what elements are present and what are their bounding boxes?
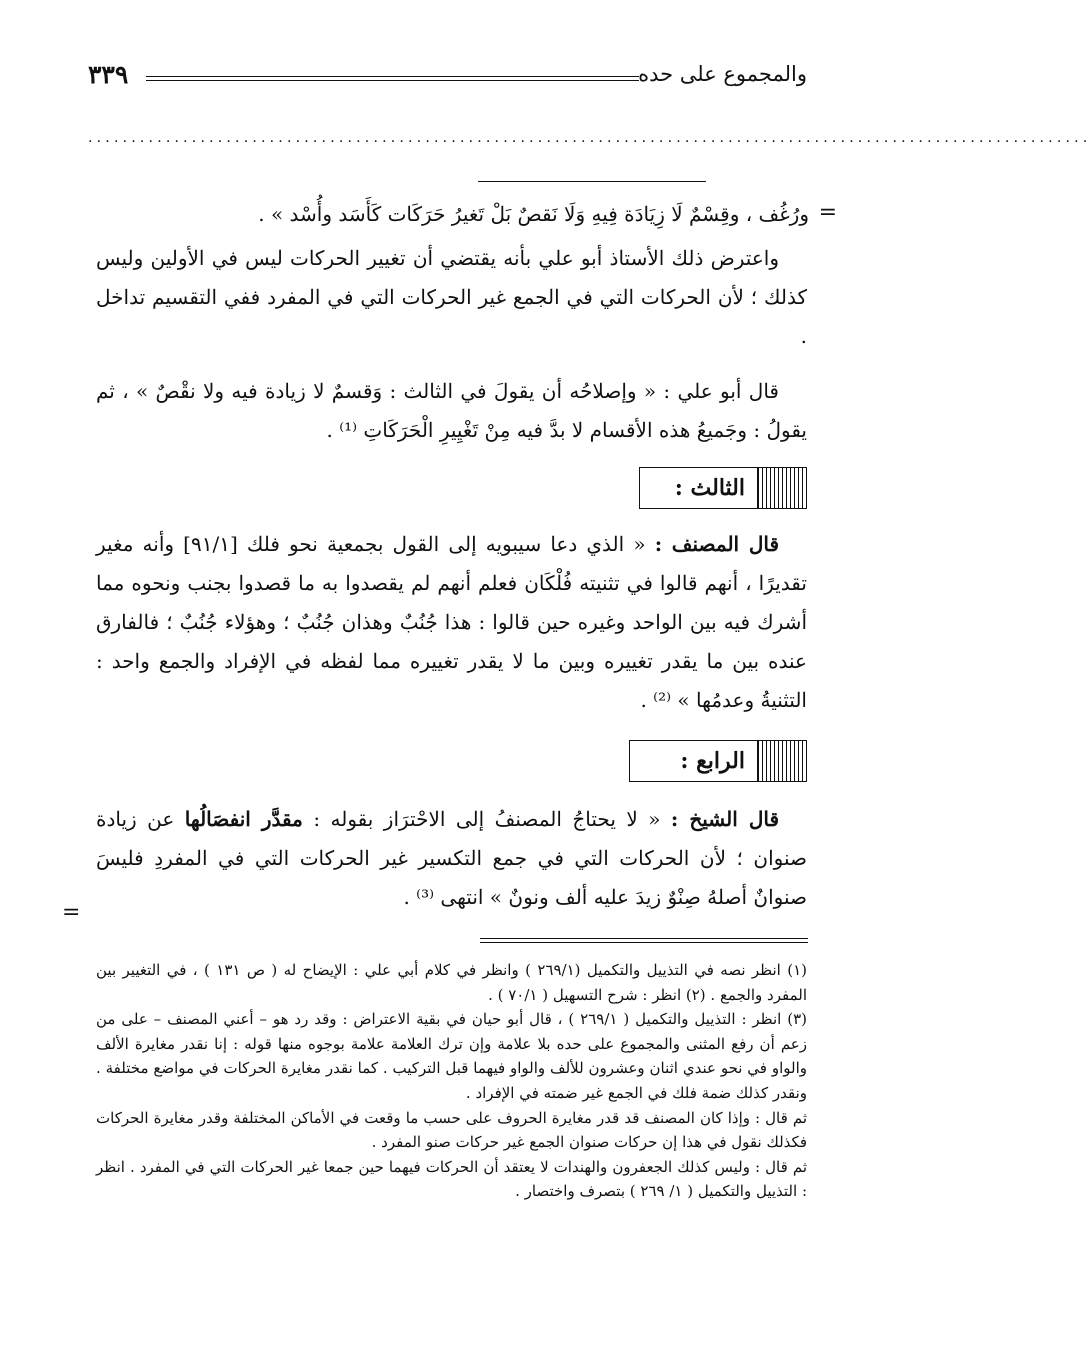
speaker-label: قال الشيخ : <box>670 807 780 831</box>
running-header <box>88 58 807 94</box>
paragraph-objection <box>96 239 807 356</box>
footnotes <box>96 958 807 1204</box>
footnote-3-cont: ثم قال : وليس كذلك الجعفرون والهندات لا يعتقد أن الحركات فيهما حين جمعا غير الحركات التي في المفرد . انظر : التذييل والتكميل ( ١/ ٢٦٩ ) بتصرف واختصار . <box>96 1157 807 1201</box>
quote-text-cont: عن زيادة صنوان ؛ لأن الحركات التي في جمع التكسير غير الحركات التي في المفردِ فليسَ صنوانٌ أصلهُ صِنْوٌ زيدَ عليه ألف ونونٌ » انتهى ⁽³⁾ . <box>96 807 807 909</box>
footnote-1-2: (١) انظر نصه في التذييل والتكميل (٢٦٩/١ ) وانظر في كلام أبي علي : الإيضاح له ( ص ١٣١ ) ، في التغيير بين المفرد والجمع . (٢) انظر : شرح التسهيل ( ٧٠/١ ) . <box>96 961 808 1004</box>
section-third-body <box>96 525 807 720</box>
dotted-separator: .................................................................................................................... <box>88 130 1091 146</box>
footnote-3-cont: ثم قال : وإذا كان المصنف قد قدر مغايرة الحروف على حسب ما وقعت في الأماكن المختلفة وقدر مغايرة الحركات فكذلك نقول في هذا إن حركات صنوان الجمع غير حركات صنو المفرد . <box>96 1108 807 1152</box>
emphasized-phrase: مقدَّر انفصَالُها <box>184 807 303 831</box>
quote-text: « الذي دعا سيبويه إلى القول بجمعية نحو فلك [٩١/١] وأنه مغير تقديرًا ، أنهم قالوا في تثنيته فُلْكَان فعلم أنهم لم يقصدوا به ما قصدوا بجنب ونحوه مما أشرك فيه بين الواحد وغيره حين قالوا : هذا جُنُبٌ وهذان جُنُبٌ ؛ وهؤلاء جُنُبٌ ؛ فالفارق عنده بين ما يقدر تغييره وبين ما لا يقدر تغييره مما لفظه في الإفراد والجمع واحد : التثنيةُ وعدمُها » ⁽²⁾ . <box>96 532 807 712</box>
paragraph-text <box>96 525 807 720</box>
section-fourth-body <box>96 800 807 917</box>
section-heading-third <box>639 467 807 509</box>
paragraph-text: واعترض ذلك الأستاذ أبو علي بأنه يقتضي أن تغيير الحركات ليس في الأولين وليس كذلك ؛ لأن الحركات التي في الجمع غير الحركات التي في المفرد ففي التقسيم تداخل . <box>96 246 807 348</box>
continuation-line: ورُغُف ، وقِسْمٌ لَا زِيَادَة فِيهِ وَلَا نَقصٌ بَلْ تَغيرُ حَرَكَات كَأَسَد وأُسْد » . <box>258 202 809 226</box>
page-number: ٣٣٩ <box>88 60 129 89</box>
header-rule <box>146 76 639 81</box>
quote-text: « لا يحتاجُ المصنفُ إلى الاحْترَاز بقوله : <box>302 807 671 831</box>
continuation-marker: = <box>818 200 837 225</box>
heading-hatch-ornament <box>757 468 806 508</box>
heading-hatch-ornament <box>757 741 806 781</box>
continuation-text <box>96 195 809 234</box>
running-title: والمجموع على حده <box>638 62 807 86</box>
paragraph-text: قال أبو علي : « وإصلاحُه أن يقولَ في الثالث : وَقسمٌ لا زيادة فيه ولا نقْصٌ » ، ثم يقولُ : وجَميعُ هذه الأقسام لا بدَّ فيه مِنْ تَغْيِيرِ الْحَرَكَاتِ ⁽¹⁾ . <box>96 379 807 442</box>
footnote-rule <box>480 938 808 943</box>
section-heading-fourth <box>629 740 807 782</box>
speaker-label: قال المصنف : <box>654 532 780 556</box>
continuation-marker-end: = <box>62 900 81 925</box>
paragraph-text <box>96 800 807 917</box>
paragraph-abu-ali <box>96 372 807 450</box>
footnote-3: (٣) انظر : التذييل والتكميل ( ٢٦٩/١ ) ، قال أبو حيان في بقية الاعتراض : وقد رد هو – أعني المصنف – على من زعم أن رفع المثنى والمجموع على حده بلا علامة وإن ترك العلامة علامة بوجوه منها قوله : إنا نقدر مغايرة الألف والواو في نحو عندي اثنان وعشرون للألف والواو فيهما قبل التركيب . كما نقدر مغايرة الحركات في مواضع مختلفة . ونقدر كذلك ضمة فلك في الجمع غير ضمته في الإفراد . <box>96 1010 807 1102</box>
section-title: الرابع : <box>680 748 745 774</box>
section-title: الثالث : <box>674 475 745 501</box>
continuation-rule <box>478 181 706 182</box>
